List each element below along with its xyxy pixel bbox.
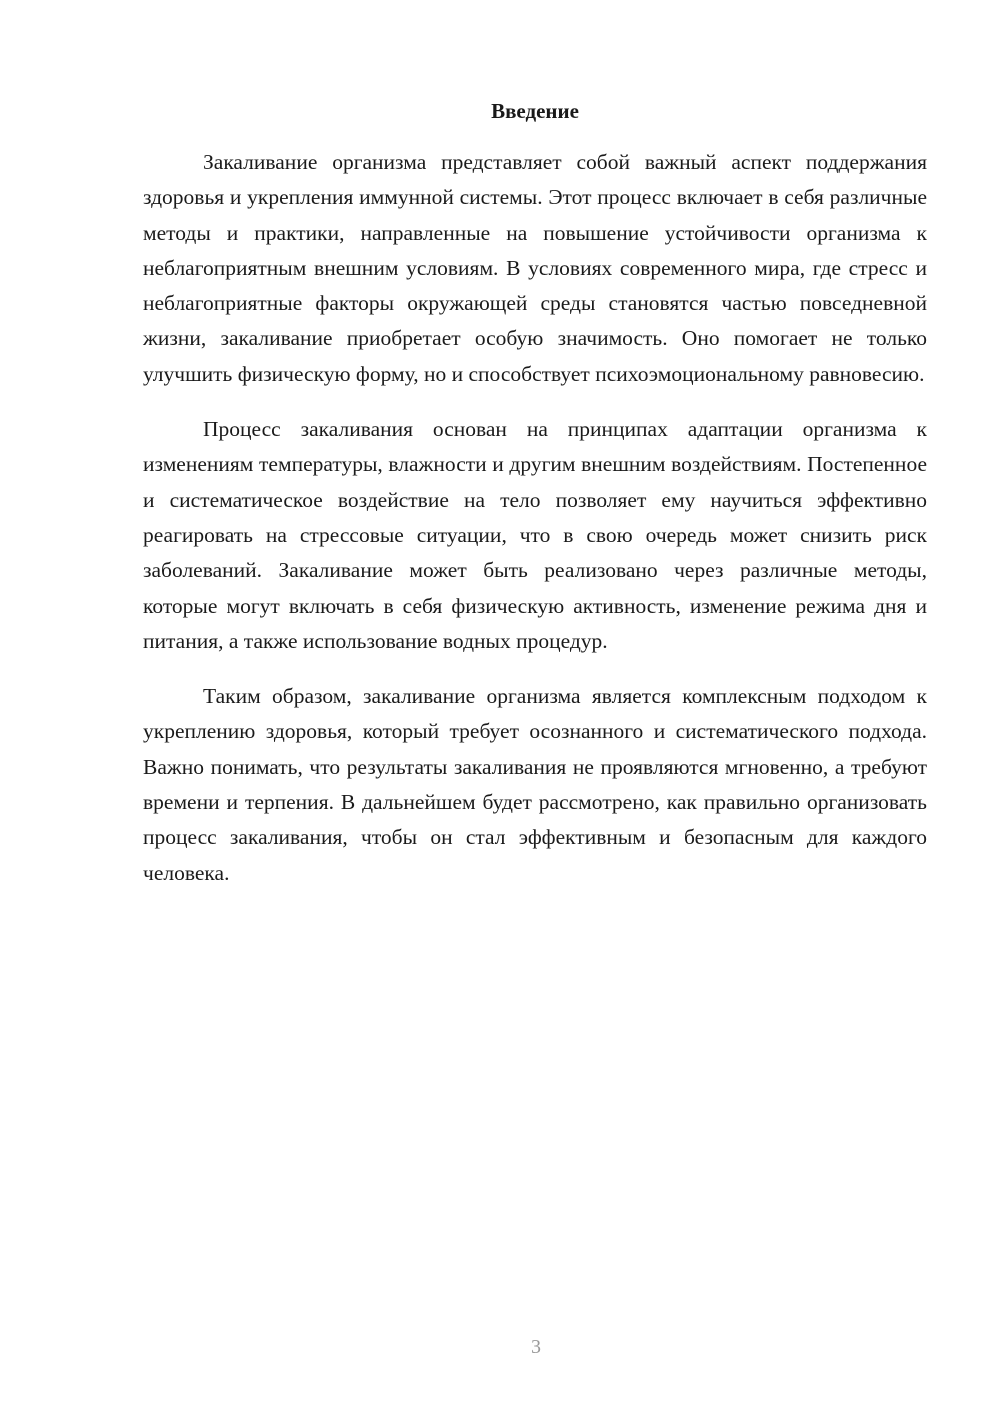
section-title: Введение [491, 99, 579, 123]
paragraph-2: Процесс закаливания основан на принципах адаптации организма к изменениям температуры, влажности и другим внешним воздействиям. Постепенное и систематическое воздействие на тело позволяет ему научиться эффективно реагировать на стрессовые ситуации, что в свою очередь может снизить риск заболеваний. Закаливание может быть реализовано через различные методы, которые могут включать в себя физическую активность, изменение режима дня и питания, а также использование водных процедур. [143, 417, 927, 653]
paragraph-3: Таким образом, закаливание организма является комплексным подходом к укреплению здоровья, который требует осознанного и систематического подхода. Важно понимать, что результаты закаливания не проявляются мгновенно, а требуют времени и терпения. В дальнейшем будет рассмотрено, как правильно организовать процесс закаливания, чтобы он стал эффективным и безопасным для каждого человека. [143, 684, 927, 885]
page-content [143, 97, 927, 891]
paragraph-1: Закаливание организма представляет собой важный аспект поддержания здоровья и укрепления иммунной системы. Этот процесс включает в себя различные методы и практики, направленные на повышение устойчивости организма к неблагоприятным внешним условиям. В условиях современного мира, где стресс и неблагоприятные факторы окружающей среды становятся частью повседневной жизни, закаливание приобретает особую значимость. Оно помогает не только улучшить физическую форму, но и способствует психоэмоциональному равновесию. [143, 150, 927, 386]
page-number: 3 [531, 1336, 541, 1358]
